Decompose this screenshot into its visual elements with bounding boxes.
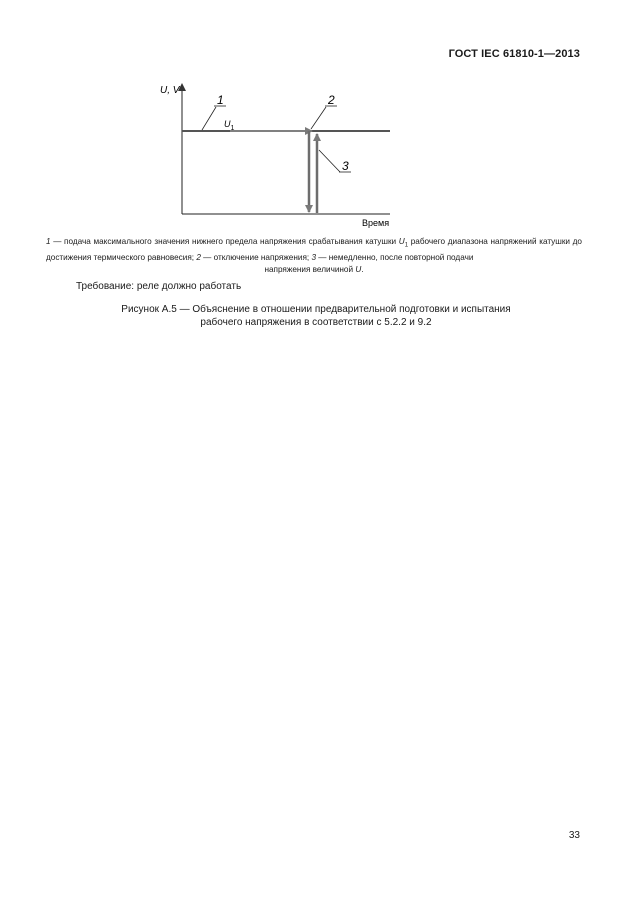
legend-item-1-subscript: 1: [404, 242, 409, 249]
voltage-time-diagram: [0, 0, 630, 240]
callout-3: 3: [342, 159, 349, 173]
legend-item-1-rest: рабочего диапазона напряжений катушки до достижения термического равновесия;: [46, 237, 582, 263]
legend-item-3-number: 3: [311, 253, 316, 263]
document-code-header: ГОСТ IEC 61810-1—2013: [448, 48, 580, 60]
x-axis-label: Время: [362, 218, 390, 228]
legend-item-3-last-line: напряжения величиной U.: [264, 264, 364, 274]
legend-item-2-text: — отключение напряжения;: [203, 253, 310, 263]
legend-item-1-text: — подача максимального значения нижнего предела напряжения срабатывания катушки: [53, 237, 397, 246]
legend-item-3-text: — немедленно, после повторной подачи: [318, 253, 474, 263]
y-axis-label: U, V: [160, 85, 180, 96]
callout-2-leader: [311, 107, 326, 129]
callout-1-leader: [202, 107, 216, 130]
legend-item-2-number: 2: [196, 253, 201, 263]
page-number: 33: [568, 830, 580, 841]
callout-2: 2: [328, 93, 335, 107]
figure-legend: [46, 236, 582, 275]
legend-item-1-symbol: U: [398, 237, 405, 246]
legend-item-1-number: 1: [46, 237, 51, 246]
u1-label: $U_1$: [224, 119, 235, 132]
figure-title-line-1: Рисунок А.5 — Объяснение в отношении предварительной подготовки и испытания: [121, 304, 511, 315]
callout-3-leader: [319, 150, 340, 172]
figure-title-line-2: рабочего напряжения в соответствии с 5.2.2 и 9.2: [200, 317, 432, 328]
requirement-text: Требование: реле должно работать: [76, 281, 242, 292]
callout-1: 1: [217, 93, 224, 107]
figure-title: [60, 303, 572, 329]
